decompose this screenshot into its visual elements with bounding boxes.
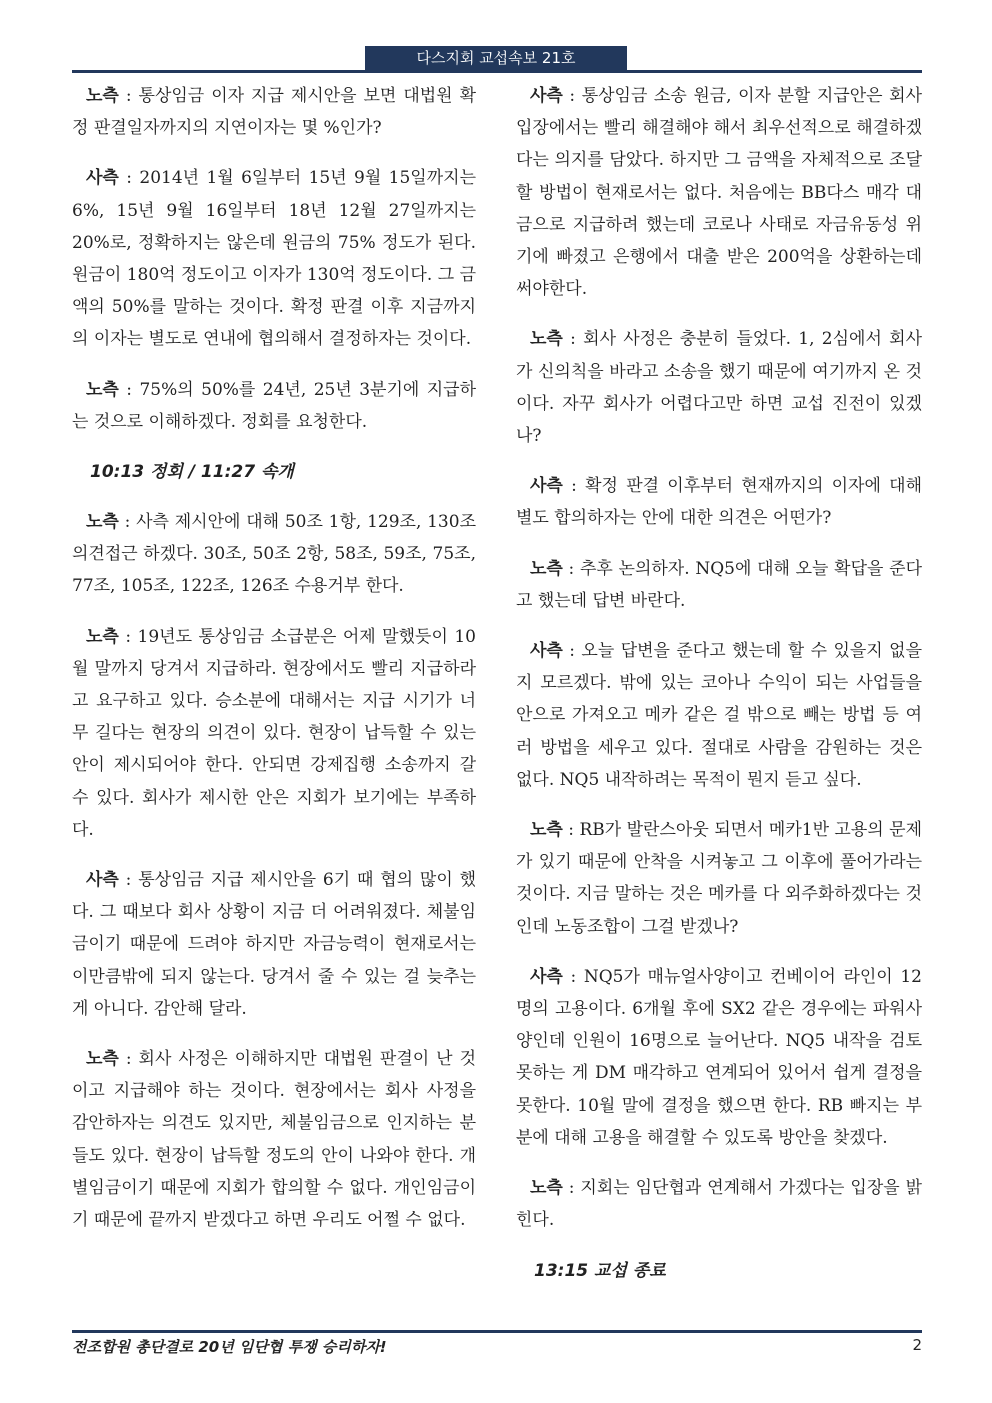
speaker-label: 노측: [530, 1178, 563, 1199]
dialogue-text: : 오늘 답변을 준다고 했는데 할 수 있을지 없을지 모르겠다. 밖에 있는 코아나 수익이 되는 사업들을 안으로 가져오고 메카 같은 걸 밖으로 빼는 방법 등 여러 방법을 세우고 있다. 절대로 사람을 감원하는 것은 없다. NQ5 내작하려는 목적이 뭔지 듣고 싶다.: [516, 641, 922, 790]
speaker-label: 노측: [86, 379, 119, 400]
speaker-label: 사측: [530, 641, 563, 662]
speaker-label: 사측: [530, 86, 563, 106]
dialogue-paragraph: [72, 162, 476, 355]
dialogue-text: : 2014년 1월 6일부터 15년 9월 15일까지는 6%, 15년 9월 16일부터 18년 12월 27일까지는 20%로, 정확하지는 않은데 원금의 75% 정도가 된다. 원금이 180억 정도이고 이자가 130억 정도이다. 그 금액의 50%를 말하는 것이다. 확정 판결 이후 지금까지의 이자는 별도로 연내에 협의해서 결정하자는 것이다.: [72, 168, 476, 350]
dialogue-paragraph: [72, 864, 476, 1025]
dialogue-paragraph: [516, 323, 922, 452]
dialogue-text: : 통상임금 이자 지급 제시안을 보면 대법원 확정 판결일자까지의 지연이자는 몇 %인가?: [72, 86, 476, 139]
dialogue-paragraph: [516, 635, 922, 796]
dialogue-paragraph: [72, 80, 476, 144]
dialogue-text: : RB가 발란스아웃 되면서 메카1반 고용의 문제가 있기 때문에 안착을 시켜놓고 그 이후에 풀어가라는 것이다. 지금 말하는 것은 메카를 다 외주화하겠다는 것인데 노동조합이 그걸 받겠나?: [516, 820, 922, 937]
dialogue-paragraph: [72, 621, 476, 846]
speaker-label: 사측: [530, 476, 563, 497]
dialogue-text: : 확정 판결 이후부터 현재까지의 이자에 대해 별도 합의하자는 안에 대한 의견은 어떤가?: [516, 476, 922, 529]
speaker-label: 사측: [86, 870, 119, 891]
page-number: 2: [912, 1336, 922, 1354]
dialogue-text: : 통상임금 소송 원금, 이자 분할 지급안은 회사 입장에서는 빨리 해결해야 해서 최우선적으로 해결하겠다는 의지를 담았다. 하지만 그 금액을 자체적으로 조달할 방법이 현재로서는 없다. 처음에는 BB다스 매각 대금으로 지급하려 했는데 코로나 사태로 자금유동성 위기에 빠졌고 은행에서 대출 받은 200억을 상환하는데 써야한다.: [516, 86, 922, 300]
footer-slogan: 전조합원 총단결로 20년 임단협 투쟁 승리하자!: [72, 1338, 387, 1356]
dialogue-paragraph: [516, 961, 922, 1154]
dialogue-paragraph: [72, 1043, 476, 1236]
dialogue-paragraph: [516, 80, 922, 305]
dialogue-text: : 통상임금 지급 제시안을 6기 때 협의 많이 했다. 그 때보다 회사 상황이 지금 더 어려워졌다. 체불임금이기 때문에 드려야 하지만 자금능력이 현재로서는 이만큼밖에 되지 않는다. 당겨서 줄 수 있는 걸 늦추는 게 아니다. 감안해 달라.: [72, 870, 476, 1019]
dialogue-text: : 19년도 통상임금 소급분은 어제 말했듯이 10월 말까지 당겨서 지급하라. 현장에서도 빨리 지급하라고 요구하고 있다. 승소분에 대해서는 지급 시기가 너무 길다는 현장의 의견이 있다. 현장이 납득할 수 있는 안이 제시되어야 한다. 안되면 강제집행 소송까지 갈 수 있다. 회사가 제시한 안은 지회가 보기에는 부족하다.: [72, 626, 476, 840]
speaker-label: 사측: [530, 966, 563, 987]
dialogue-paragraph: [72, 506, 476, 603]
speaker-label: 노측: [86, 626, 119, 647]
speaker-label: 노측: [86, 512, 119, 533]
header-divider: [72, 70, 922, 73]
newsletter-title: 다스지회 교섭속보 21호: [365, 46, 627, 71]
dialogue-text: : 회사 사정은 충분히 들었다. 1, 2심에서 회사가 신의칙을 바라고 소송을 했기 때문에 여기까지 온 것이다. 자꾸 회사가 어렵다고만 하면 교섭 진전이 있겠나?: [516, 329, 922, 447]
left-column: [72, 80, 476, 1254]
dialogue-paragraph: [72, 374, 476, 438]
speaker-label: 노측: [86, 1049, 119, 1070]
session-time-note: 10:13 정회 / 11:27 속개: [90, 462, 294, 483]
footer-divider: [72, 1330, 922, 1333]
session-time-note: 13:15 교섭 종료: [534, 1260, 666, 1281]
dialogue-paragraph: [516, 1172, 922, 1236]
speaker-label: 사측: [86, 168, 119, 189]
speaker-label: 노측: [530, 820, 563, 841]
speaker-label: 노측: [530, 558, 563, 579]
dialogue-text: : 사측 제시안에 대해 50조 1항, 129조, 130조 의견접근 하겠다. 30조, 50조 2항, 58조, 59조, 75조, 77조, 105조, 122조, 126조 수용거부 한다.: [72, 512, 476, 597]
dialogue-text: : NQ5가 매뉴얼사양이고 컨베이어 라인이 12명의 고용이다. 6개월 후에 SX2 같은 경우에는 파워사양인데 인원이 16명으로 늘어난다. NQ5 내작을 검토 못하는 게 DM 매각하고 연계되어 있어서 쉽게 결정을 못한다. 10월 말에 결정을 했으면 한다. RB 빠지는 부분에 대해 고용을 해결할 수 있도록 방안을 찾겠다.: [516, 966, 922, 1148]
speaker-label: 노측: [86, 86, 119, 106]
dialogue-paragraph: [516, 814, 922, 943]
dialogue-text: : 75%의 50%를 24년, 25년 3분기에 지급하는 것으로 이해하겠다. 정회를 요청한다.: [72, 379, 476, 432]
right-column: [516, 80, 922, 1305]
dialogue-text: : 지회는 임단협과 연계해서 가겠다는 입장을 밝힌다.: [516, 1178, 922, 1231]
dialogue-text: : 회사 사정은 이해하지만 대법원 판결이 난 것이고 지급해야 하는 것이다. 현장에서는 회사 사정을 감안하자는 의견도 있지만, 체불임금으로 인지하는 분들도 있다. 현장이 납득할 정도의 안이 나와야 한다. 개별임금이기 때문에 지회가 합의할 수 없다. 개인임금이기 때문에 끝까지 받겠다고 하면 우리도 어쩔 수 없다.: [72, 1049, 476, 1231]
dialogue-text: : 추후 논의하자. NQ5에 대해 오늘 확답을 준다고 했는데 답변 바란다.: [516, 558, 922, 611]
dialogue-paragraph: [516, 470, 922, 534]
speaker-label: 노측: [530, 329, 563, 350]
dialogue-paragraph: [516, 553, 922, 617]
